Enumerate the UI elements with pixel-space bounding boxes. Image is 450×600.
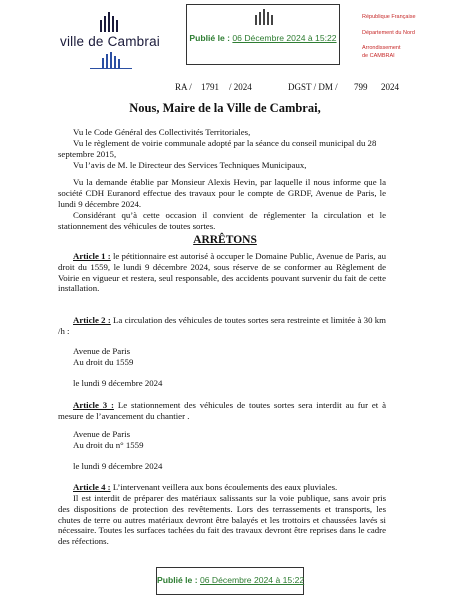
article-3-street: Avenue de Paris bbox=[73, 429, 130, 439]
republic-label: République Française bbox=[362, 14, 416, 20]
page-title: Nous, Maire de la Ville de Cambrai, bbox=[129, 101, 321, 115]
article-1-label: Article 1 : bbox=[73, 251, 111, 261]
article-3-location: Au droit du n° 1559 bbox=[73, 440, 144, 450]
vu-line-2: Vu le règlement de voirie communale adopté par la séance du conseil municipal du 28 bbox=[73, 138, 377, 148]
article-3-date: le lundi 9 décembre 2024 bbox=[73, 461, 163, 471]
arretons-heading: ARRÊTONS bbox=[193, 234, 257, 246]
article-1 bbox=[58, 251, 386, 294]
vu-line-1: Vu le Code Général des Collectivités Territoriales, bbox=[73, 127, 251, 137]
ref-ra-year: / 2024 bbox=[229, 82, 252, 92]
article-2-label: Article 2 : bbox=[73, 315, 111, 325]
ref-dm-number: 799 bbox=[354, 82, 368, 92]
stamp-label: Publié le : bbox=[189, 33, 231, 43]
article-3-text: Le stationnement des véhicules de toutes sortes sera interdit au fur et à mesure de l’avancement du chantier . bbox=[58, 400, 386, 421]
arrondissement-name: de CAMBRAI bbox=[362, 52, 395, 59]
ref-dm-year: 2024 bbox=[381, 82, 399, 92]
vu-line-4: Vu l’avis de M. le Directeur des Services Techniques Municipaux, bbox=[73, 160, 307, 170]
article-2 bbox=[58, 315, 386, 337]
department-label: Département du Nord bbox=[362, 29, 415, 36]
article-2-date: le lundi 9 décembre 2024 bbox=[73, 378, 163, 388]
administrative-header bbox=[362, 14, 448, 60]
vu-line-3: septembre 2015, bbox=[58, 149, 117, 159]
article-3-label: Article 3 : bbox=[73, 400, 114, 410]
article-4-text: L’intervenant veillera aux bons écoulements des eaux pluviales. bbox=[110, 482, 338, 492]
article-4-label: Article 4 : bbox=[73, 482, 111, 492]
ref-ra: RA / bbox=[175, 82, 192, 92]
article-2-location: Au droit du 1559 bbox=[73, 357, 134, 367]
city-logo bbox=[60, 12, 160, 76]
ref-ra-number: 1791 bbox=[201, 82, 219, 92]
logo-text: ville de Cambrai bbox=[60, 34, 160, 49]
article-2-text: La circulation des véhicules de toutes sortes sera restreinte et limitée à 30 km /h : bbox=[58, 315, 386, 336]
skyline-icon bbox=[60, 12, 160, 76]
stamp-date: 06 Décembre 2024 à 15:22 bbox=[232, 33, 337, 43]
article-3 bbox=[58, 400, 386, 422]
stamp-date: 06 Décembre 2024 à 15:22 bbox=[199, 575, 305, 585]
stamp-logo-icon bbox=[247, 9, 279, 27]
published-stamp-top bbox=[186, 4, 340, 65]
published-stamp-bottom bbox=[156, 567, 304, 595]
article-2-street: Avenue de Paris bbox=[73, 346, 130, 356]
article-1-text: le pétitionnaire est autorisé à occuper le Domaine Public, Avenue de Paris, au droit du 1559, le lundi 9 décembre 2024, sous réserve de se conformer au Règlement de Voirie en vigueur et restera, seul responsable, des accidents pouvant survenir du fait de cette installation. bbox=[58, 251, 386, 294]
arrondissement-label: Arrondissement bbox=[362, 45, 401, 51]
demande-paragraph: Vu la demande établie par Monsieur Alexis Hevin, par laquelle il nous informe que la société CDH Euranord effectue des travaux pour le compte de GRDF, Avenue de Paris, le lundi 9 décembre 2024. bbox=[58, 177, 386, 209]
article-4 bbox=[58, 482, 386, 493]
considerant-paragraph: Considérant qu’à cette occasion il convient de réglementer la circulation et le stationnement des véhicules de toutes sortes. bbox=[58, 210, 386, 231]
stamp-label: Publié le : bbox=[157, 575, 198, 585]
article-4-paragraph: Il est interdit de préparer des matériaux salissants sur la voie publique, sans avoir pris des dispositions de protection des revêtements. Lors des terrassements et transports, les chutes de terre ou autres matériaux devront être balayés et les trottoirs et chaussées lavés si nécessaire. Toutes les surfaces tachées du fait des travaux devront être reprises dans le cadre des réfections. bbox=[58, 493, 386, 547]
ref-dgst: DGST / DM / bbox=[288, 82, 338, 92]
